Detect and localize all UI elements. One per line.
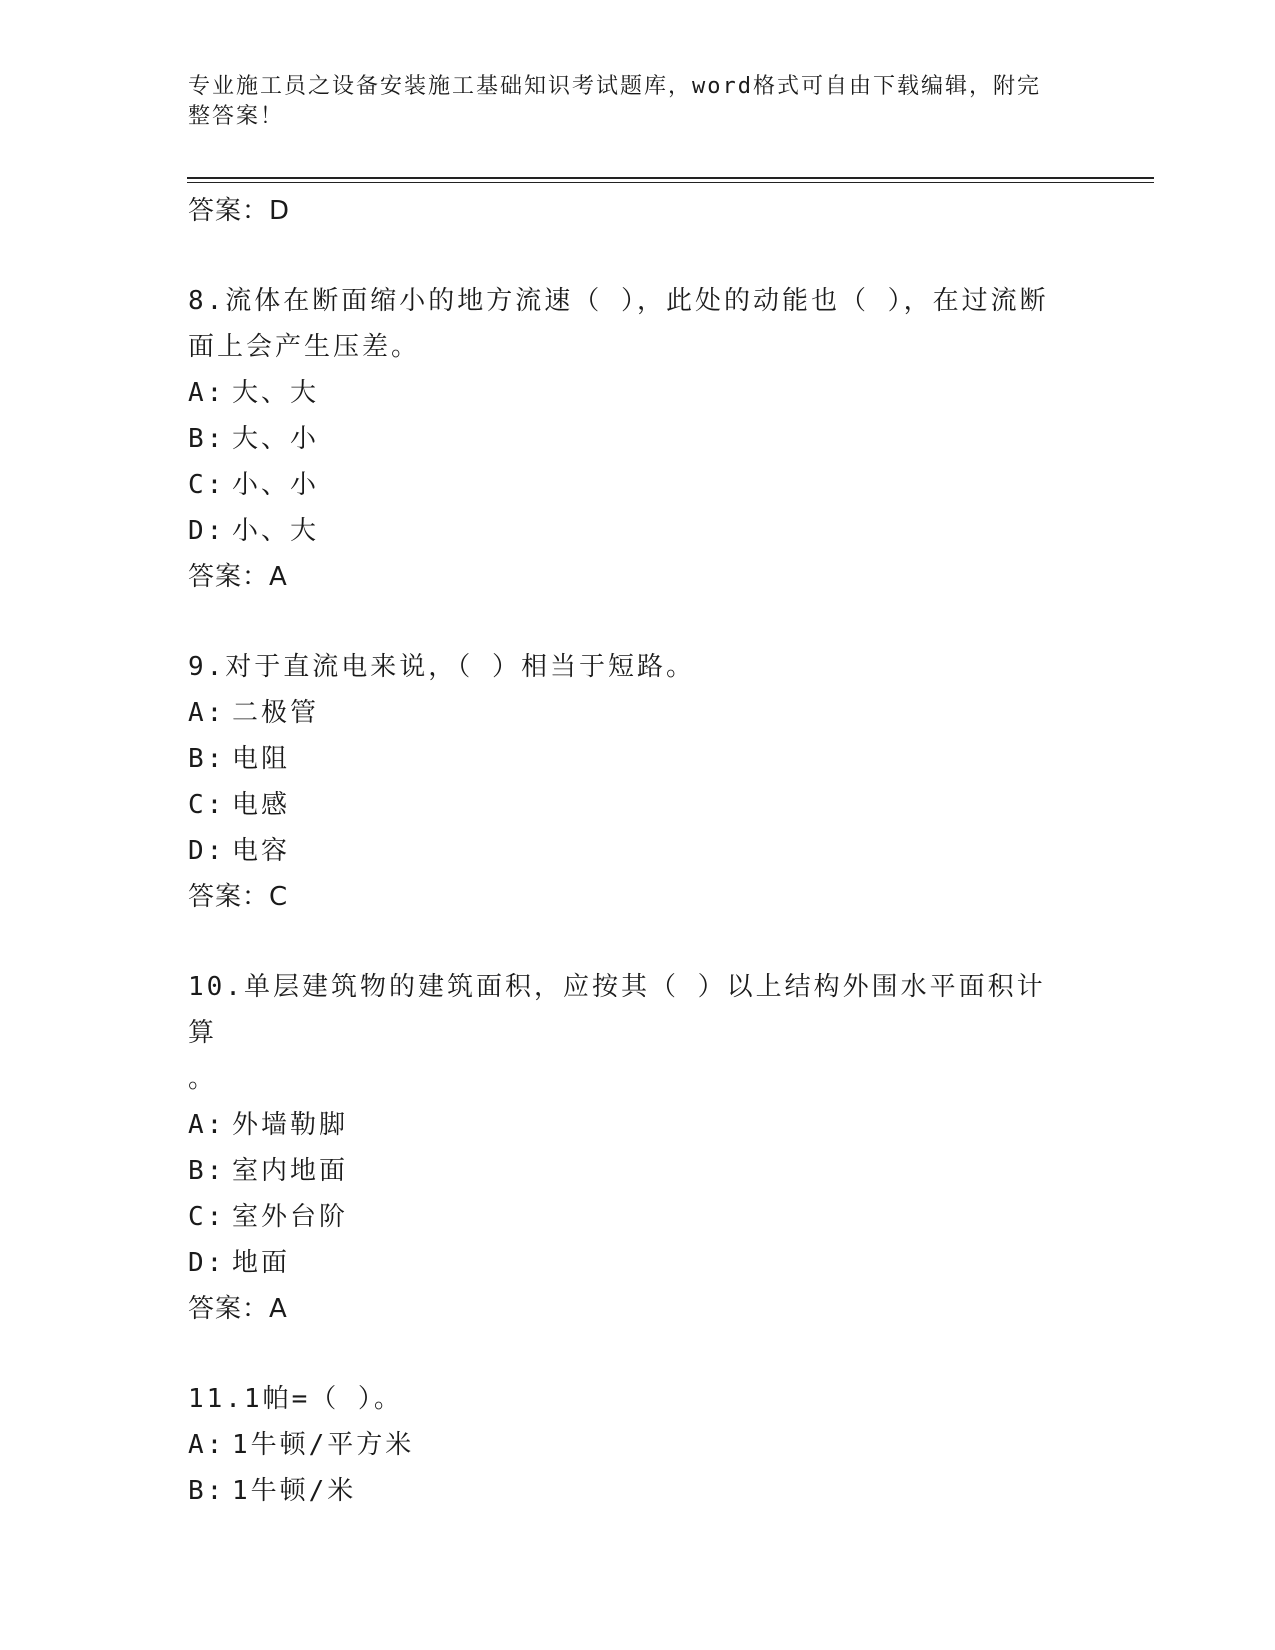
- answer-line: 答案：A: [188, 1294, 288, 1324]
- option-letter: D:: [188, 836, 226, 866]
- question-block: [188, 964, 1068, 1332]
- question-line-1: 8.流体在断面缩小的地方流速（ ），此处的动能也（ ），在过流断: [188, 286, 1049, 316]
- option-letter: C:: [188, 470, 226, 500]
- spacer: [188, 600, 1068, 644]
- option-c: [188, 1194, 1068, 1240]
- option-b: [188, 1148, 1068, 1194]
- option-a: [188, 370, 1068, 416]
- header-divider-thick: [187, 177, 1154, 179]
- option-text: 地面: [232, 1248, 291, 1278]
- option-letter: A:: [188, 378, 226, 408]
- option-letter: C:: [188, 790, 226, 820]
- option-a: [188, 1422, 1068, 1468]
- option-text: 小、大: [232, 516, 320, 546]
- answer-line: 答案：C: [188, 882, 289, 912]
- header-line-1: 专业施工员之设备安装施工基础知识考试题库，word格式可自由下载编辑，附完: [188, 74, 1041, 99]
- option-text: 电容: [232, 836, 291, 866]
- header-divider-thin: [187, 182, 1154, 183]
- answer-line: 答案：A: [188, 562, 288, 592]
- option-letter: B:: [188, 424, 226, 454]
- document-body: [188, 188, 1068, 1514]
- question-line-2: 面上会产生压差。: [188, 332, 421, 362]
- option-text: 大、大: [232, 378, 320, 408]
- option-b: [188, 416, 1068, 462]
- option-text: 外墙勒脚: [232, 1110, 349, 1140]
- answer-line: 答案：D: [188, 196, 291, 226]
- option-text: 室外台阶: [232, 1202, 349, 1232]
- option-d: [188, 1240, 1068, 1286]
- option-text: 1牛顿/米: [232, 1476, 357, 1506]
- option-letter: A:: [188, 1430, 226, 1460]
- option-text: 室内地面: [232, 1156, 349, 1186]
- option-text: 1牛顿/平方米: [232, 1430, 415, 1460]
- option-c: [188, 462, 1068, 508]
- option-b: [188, 736, 1068, 782]
- question-text: [188, 644, 1068, 690]
- question-line-1: 9.对于直流电来说，（ ）相当于短路。: [188, 652, 695, 682]
- option-letter: C:: [188, 1202, 226, 1232]
- question-line-1: 11.1帕=（ ）。: [188, 1384, 403, 1414]
- question-block: [188, 278, 1068, 600]
- header-text: [188, 72, 1068, 132]
- header-line-2: 整答案！: [188, 104, 285, 129]
- option-text: 二极管: [232, 698, 320, 728]
- option-text: 小、小: [232, 470, 320, 500]
- option-letter: B:: [188, 1156, 226, 1186]
- option-letter: D:: [188, 516, 226, 546]
- question-line-1: 10.单层建筑物的建筑面积，应按其（ ）以上结构外围水平面积计算: [188, 972, 1046, 1048]
- option-letter: B:: [188, 744, 226, 774]
- option-a: [188, 1102, 1068, 1148]
- option-c: [188, 782, 1068, 828]
- question-text: [188, 964, 1068, 1102]
- question-text: [188, 1376, 1068, 1422]
- option-letter: A:: [188, 698, 226, 728]
- spacer: [188, 920, 1068, 964]
- spacer: [188, 1332, 1068, 1376]
- option-a: [188, 690, 1068, 736]
- option-letter: A:: [188, 1110, 226, 1140]
- spacer: [188, 234, 1068, 278]
- question-block: [188, 1376, 1068, 1514]
- question-line-2: 。: [188, 1064, 218, 1094]
- option-text: 电阻: [232, 744, 291, 774]
- option-text: 大、小: [232, 424, 320, 454]
- option-d: [188, 508, 1068, 554]
- question-text: [188, 278, 1068, 370]
- option-b: [188, 1468, 1068, 1514]
- option-d: [188, 828, 1068, 874]
- option-text: 电感: [232, 790, 291, 820]
- option-letter: B:: [188, 1476, 226, 1506]
- question-block: [188, 644, 1068, 920]
- option-letter: D:: [188, 1248, 226, 1278]
